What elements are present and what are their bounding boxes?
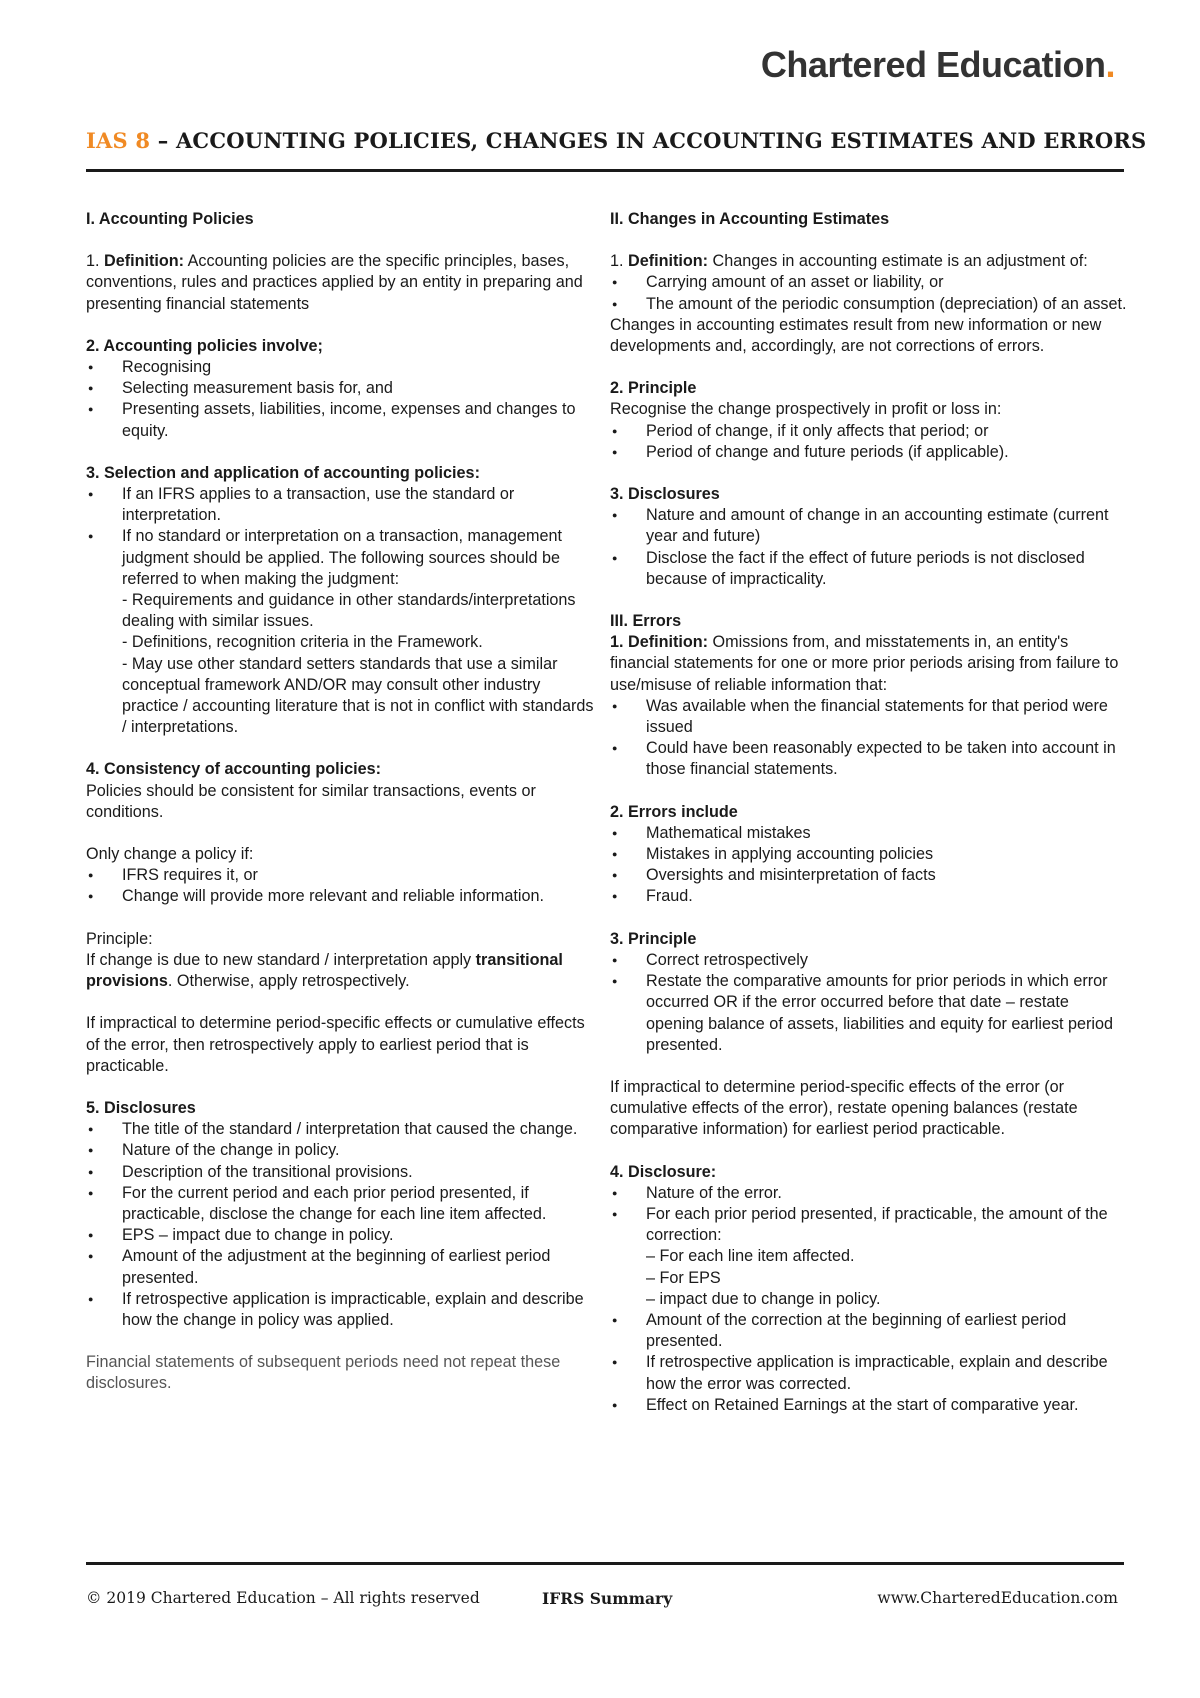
list-item: ● Fraud.	[610, 886, 1130, 907]
title-rest: – ACCOUNTING POLICIES, CHANGES IN ACCOUNTING ESTIMATES AND ERRORS	[150, 128, 1147, 153]
bullet-list	[610, 505, 1130, 590]
paragraph: If impractical to determine period-specific effects of the error (or cumulative effects of the error), restate opening balances (restate comparative information) for earliest period practicable.	[610, 1077, 1078, 1139]
list-item: ● IFRS requires it, or	[86, 865, 601, 886]
list-item: ● The amount of the periodic consumption (depreciation) of an asset.	[610, 294, 1130, 315]
principle-text: If change is due to new standard / interpretation apply	[86, 950, 476, 969]
footer-website: www.CharteredEducation.com	[877, 1589, 1118, 1607]
list-item: ● Was available when the financial statements for that period were issued	[610, 696, 1130, 738]
paragraph: Recognise the change prospectively in profit or loss in:	[610, 400, 1002, 419]
definition-label: Definition:	[628, 252, 709, 271]
list-item: ● For the current period and each prior period presented, if practicable, disclose the change for each line item affected.	[86, 1183, 601, 1225]
list-item: ● Amount of the adjustment at the beginning of earliest period presented.	[86, 1246, 601, 1288]
definition-label: Definition:	[628, 633, 709, 652]
sub-item: - Requirements and guidance in other standards/interpretations dealing with similar issues.	[122, 591, 576, 631]
paragraph: Changes in accounting estimates result from new information or new developments and, accordingly, are not corrections of errors.	[610, 315, 1102, 356]
footer-title: IFRS Summary	[542, 1589, 673, 1608]
bullet-list	[610, 823, 1130, 908]
list-item: ● Presenting assets, liabilities, income, expenses and changes to equity.	[86, 399, 601, 441]
definition-number: 1.	[86, 252, 104, 271]
definition-number: 1.	[610, 252, 628, 271]
principle-text-end: . Otherwise, apply retrospectively.	[167, 972, 410, 991]
list-item: ● Selecting measurement basis for, and	[86, 378, 601, 399]
sub-item: – impact due to change in policy.	[646, 1289, 881, 1308]
definition-text: Accounting policies are the specific principles, bases, conventions, rules and practices applied by an entity in preparing and presenting financial statements	[86, 252, 583, 313]
list-item: ● Restate the comparative amounts for prior periods in which error occurred OR if the error occurred before that date – restate opening balance of assets, liabilities and equity for earliest period presented.	[610, 971, 1130, 1056]
sub-item: – For EPS	[646, 1268, 721, 1287]
list-item-text: If no standard or interpretation on a transaction, management judgment should be applied. The following sources should be referred to when making the judgment:	[122, 527, 563, 588]
brand-name: Chartered Education	[760, 44, 1106, 85]
section-heading: II. Changes in Accounting Estimates	[610, 210, 890, 228]
title-code: IAS 8	[86, 128, 151, 153]
list-item: ● Period of change, if it only affects that period; or	[610, 421, 1130, 442]
principle-paragraph	[86, 950, 601, 992]
list-item: ● The title of the standard / interpretation that caused the change.	[86, 1119, 601, 1140]
definition-paragraph	[86, 251, 601, 315]
bullet-list	[610, 950, 1130, 1056]
bullet-list	[86, 1119, 601, 1331]
list-item: ● Nature and amount of change in an accounting estimate (current year and future)	[610, 505, 1130, 547]
list-item: ● Period of change and future periods (if applicable).	[610, 442, 1130, 463]
list-item: ● Nature of the error.	[610, 1183, 1130, 1204]
bullet-list	[610, 421, 1130, 463]
sub-item: - May use other standard setters standards that use a similar conceptual framework AND/OR may consult other industry practice / accounting literature that is not in conflict with standards / interpretations.	[122, 654, 594, 737]
section-heading: III. Errors	[610, 612, 682, 631]
bottom-divider	[86, 1562, 1124, 1565]
subsection-title: 5. Disclosures	[86, 1098, 196, 1117]
subsection-title: 3. Selection and application of accounting policies:	[86, 463, 480, 482]
list-item: ● Disclose the fact if the effect of future periods is not disclosed because of impracticality.	[610, 548, 1130, 590]
list-item: ● If retrospective application is impracticable, explain and describe how the error was corrected.	[610, 1352, 1130, 1394]
list-item: ● Nature of the change in policy.	[86, 1140, 601, 1161]
list-item	[86, 526, 601, 738]
bullet-list	[86, 357, 601, 442]
list-item: ● Oversights and misinterpretation of facts	[610, 865, 1130, 886]
right-column	[610, 209, 1130, 1416]
list-item: ● Could have been reasonably expected to be taken into account in those financial statements.	[610, 738, 1130, 780]
paragraph: Only change a policy if:	[86, 845, 254, 864]
brand-logo	[761, 44, 1115, 86]
principle-label: Principle:	[86, 929, 153, 948]
list-item: ● EPS – impact due to change in policy.	[86, 1225, 601, 1246]
subsection-title: 2. Accounting policies involve;	[86, 336, 323, 355]
subsection-title: 3. Principle	[610, 929, 697, 948]
subsection-title: 2. Principle	[610, 379, 697, 398]
definition-paragraph	[610, 632, 1130, 696]
list-item: ● Mathematical mistakes	[610, 823, 1130, 844]
paragraph: If impractical to determine period-specific effects or cumulative effects of the error, then retrospectively apply to earliest period that is practicable.	[86, 1014, 585, 1075]
list-item: ● Description of the transitional provisions.	[86, 1162, 601, 1183]
definition-text: Omissions from, and misstatements in, an entity's financial statements for one or more prior periods arising from failure to use/misuse of reliable information that:	[610, 633, 1119, 694]
bullet-list	[610, 1183, 1130, 1416]
subsection-title: 4. Consistency of accounting policies:	[86, 760, 382, 779]
list-item: ● If retrospective application is impracticable, explain and describe how the change in policy was applied.	[86, 1289, 601, 1331]
subsection-title: 4. Disclosure:	[610, 1162, 717, 1181]
list-item: ● If an IFRS applies to a transaction, use the standard or interpretation.	[86, 484, 601, 526]
sub-item: - Definitions, recognition criteria in the Framework.	[122, 633, 483, 652]
left-column	[86, 209, 601, 1395]
list-item: ● Correct retrospectively	[610, 950, 1130, 971]
list-item: ● Effect on Retained Earnings at the start of comparative year.	[610, 1395, 1130, 1416]
list-item: ● Amount of the correction at the beginning of earliest period presented.	[610, 1310, 1130, 1352]
list-item: ● Mistakes in applying accounting policies	[610, 844, 1130, 865]
note-paragraph: Financial statements of subsequent periods need not repeat these disclosures.	[86, 1353, 561, 1393]
page-title	[86, 128, 1147, 153]
list-item-text: For each prior period presented, if practicable, the amount of the correction:	[646, 1204, 1108, 1245]
brand-dot: .	[1105, 44, 1115, 85]
list-item: ● Carrying amount of an asset or liability, or	[610, 272, 1130, 293]
bullet-list	[86, 865, 601, 907]
definition-number: 1.	[610, 633, 628, 652]
list-item	[610, 1204, 1130, 1310]
list-item: ● Recognising	[86, 357, 601, 378]
bullet-list	[610, 272, 1130, 314]
subsection-title: 2. Errors include	[610, 802, 738, 821]
subsection-title: 3. Disclosures	[610, 485, 720, 504]
bullet-list	[86, 484, 601, 738]
definition-paragraph	[610, 251, 1130, 272]
definition-text: Changes in accounting estimate is an adjustment of:	[708, 252, 1088, 271]
principle-bold: transitional provisions	[86, 950, 563, 991]
footer-copyright: © 2019 Chartered Education – All rights reserved	[86, 1589, 480, 1607]
definition-label: Definition:	[104, 252, 185, 271]
sub-item: – For each line item affected.	[646, 1247, 855, 1266]
list-item: ● Change will provide more relevant and reliable information.	[86, 886, 601, 907]
section-heading: I. Accounting Policies	[86, 210, 254, 228]
bullet-list	[610, 696, 1130, 781]
paragraph: Policies should be consistent for similar transactions, events or conditions.	[86, 781, 536, 821]
top-divider	[86, 169, 1124, 172]
